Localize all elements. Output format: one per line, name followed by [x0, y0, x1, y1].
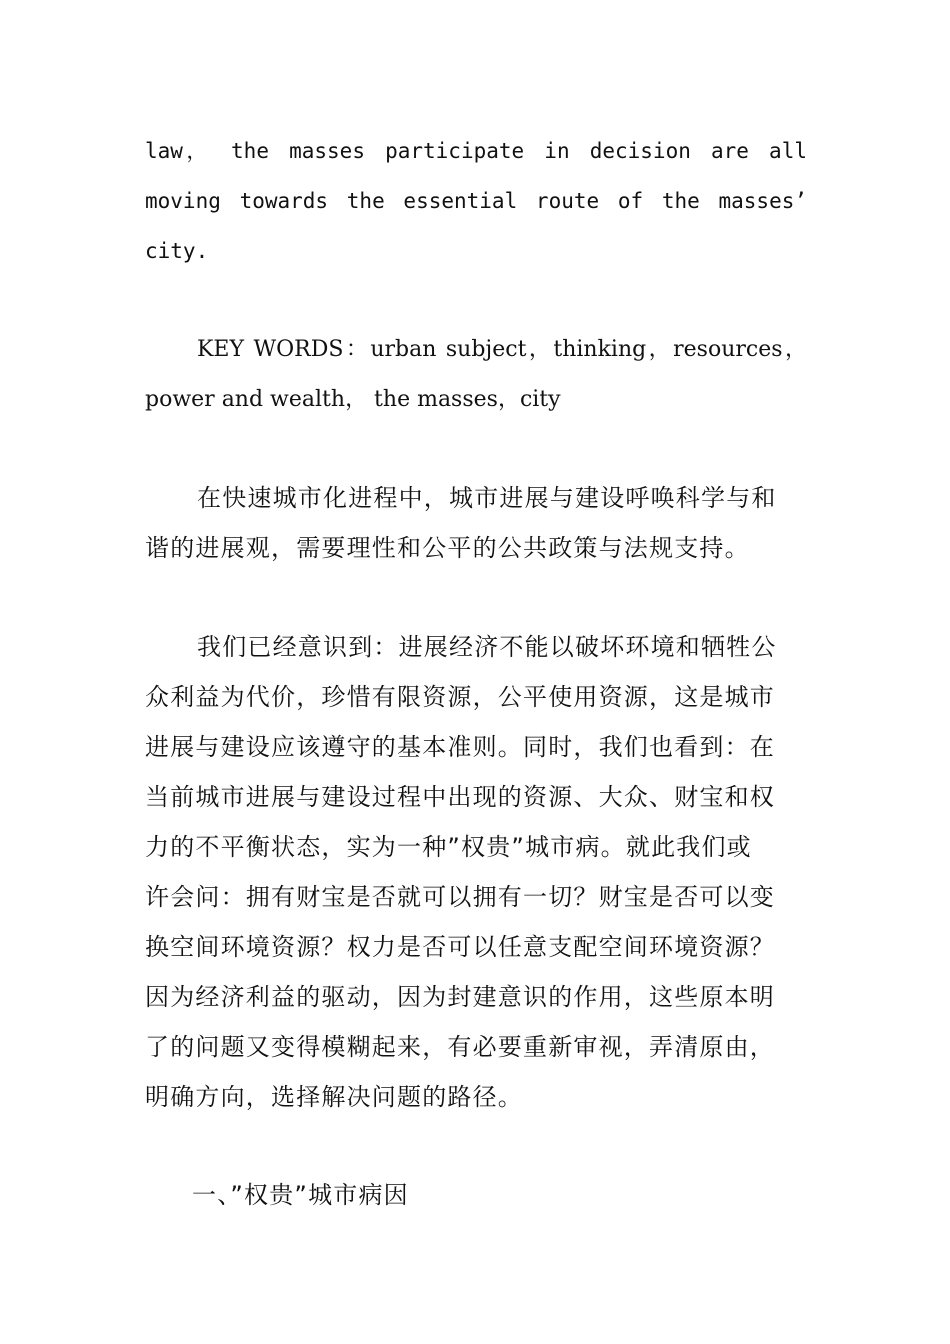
paragraph-line: 许会问：拥有财宝是否就可以拥有一切？财宝是否可以变	[145, 883, 775, 911]
paragraph-body	[145, 622, 807, 1122]
paragraph-line: 我们已经意识到：进展经济不能以破坏环境和牺牲公	[197, 633, 777, 661]
paragraph-line: 明确方向，选择解决问题的路径。	[145, 1083, 523, 1111]
keywords-line: power and wealth， the masses，city	[145, 387, 561, 412]
paragraph-line: 了的问题又变得模糊起来，有必要重新审视，弄清原由，	[145, 1033, 775, 1061]
paragraph-intro	[145, 473, 807, 573]
keywords-line: KEY WORDS：urban subject，thinking，resources，	[197, 337, 807, 362]
abstract-english-tail	[145, 126, 807, 276]
paragraph-line: 换空间环境资源？权力是否可以任意支配空间环境资源？	[145, 933, 775, 961]
paragraph-line: 力的不平衡状态，实为一种”权贵”城市病。就此我们或	[145, 833, 752, 861]
keywords-paragraph	[145, 325, 807, 425]
abstract-line: city.	[145, 239, 209, 263]
paragraph-line: 谐的进展观，需要理性和公平的公共政策与法规支持。	[145, 534, 750, 562]
paragraph-line: 当前城市进展与建设过程中出现的资源、大众、财宝和权	[145, 783, 775, 811]
paragraph-line: 因为经济利益的驱动，因为封建意识的作用，这些原本明	[145, 983, 775, 1011]
paragraph-line: 在快速城市化进程中，城市进展与建设呼唤科学与和	[197, 484, 777, 512]
section-heading: 一、”权贵”城市病因	[192, 1181, 409, 1209]
abstract-line: law， the masses participate in decision are all	[145, 139, 807, 163]
paragraph-line: 众利益为代价，珍惜有限资源，公平使用资源，这是城市	[145, 683, 775, 711]
paragraph-line: 进展与建设应该遵守的基本准则。同时，我们也看到：在	[145, 733, 775, 761]
abstract-line: moving towards the essential route of the masses’	[145, 189, 807, 213]
